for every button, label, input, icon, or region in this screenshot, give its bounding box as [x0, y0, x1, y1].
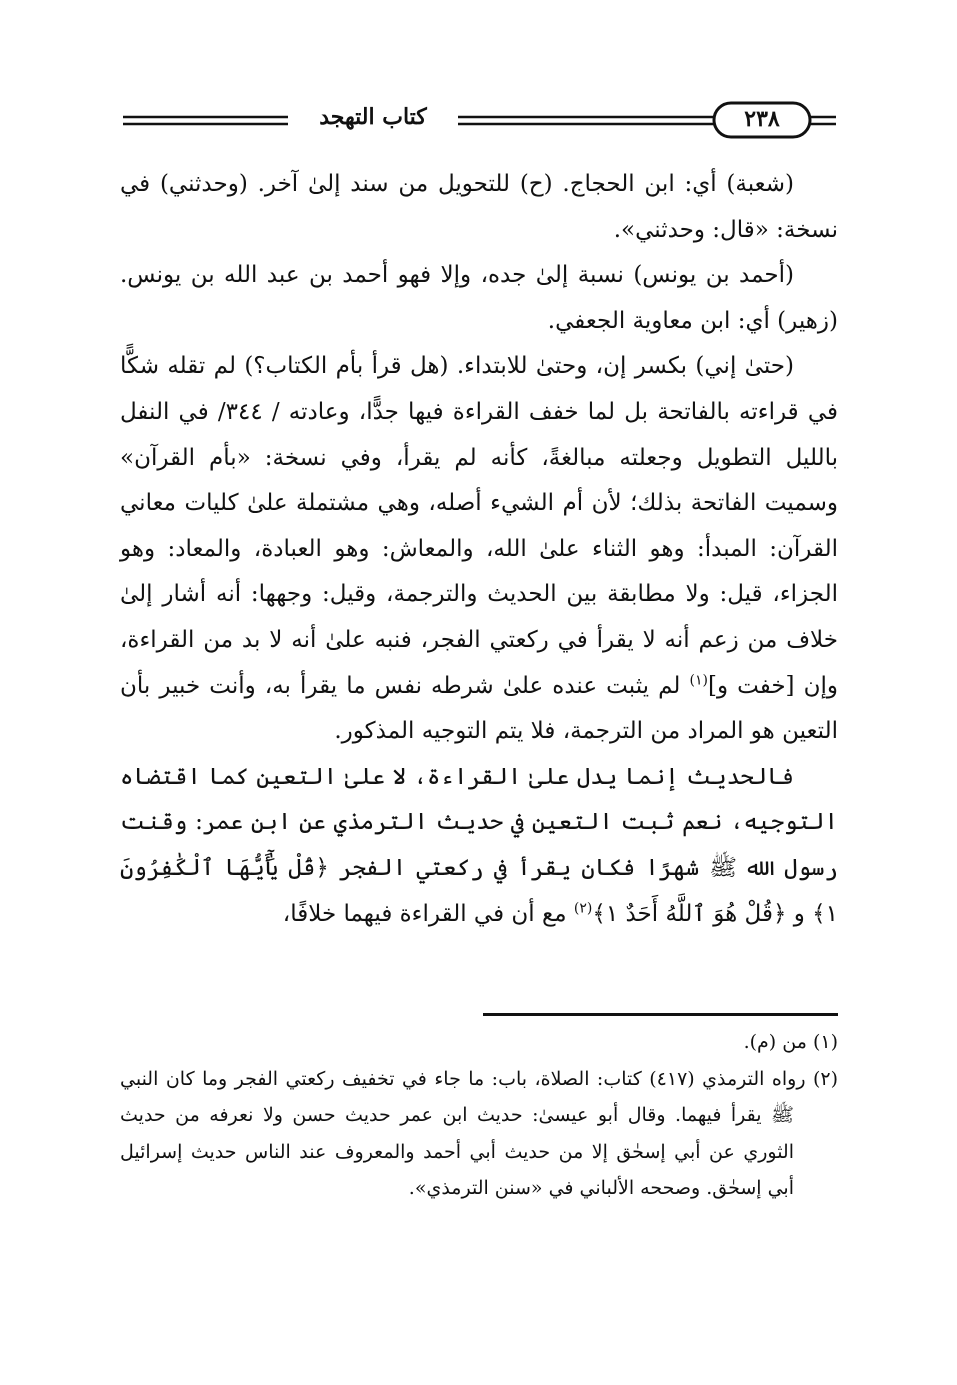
paragraph-2: (أحمد بن يونس) نسبة إلىٰ جده، وإلا فهو أحمد بن عبد الله بن يونس. (زهير) أي: ابن معاوية الجعفي. [120, 262, 838, 334]
footnote-separator [483, 1013, 838, 1016]
paragraph-4 [120, 755, 838, 937]
paragraph-1: (شعبة) أي: ابن الحجاج. (ح) للتحويل من سند إلىٰ آخر. (وحدثني) في نسخة: «قال: وحدثني». [120, 171, 838, 243]
page-header [118, 100, 838, 142]
book-title: كتاب التهجد [293, 104, 453, 130]
paragraph-4-text-a: فالحديث إنما يدل علىٰ القراءة، لا علىٰ التعين كما اقتضاه التوجيه، نعم ثبت التعين في حديث الترمذي عن ابن عمر: وقنت رسول الله ﷺ شهرًا فكان يقرأ في ركعتي الفجر ﴿قُلْ يَٰٓأَيُّهَا ٱلْكَٰفِرُونَ ١﴾ و ﴿قُلْ هُوَ ٱللَّهُ أَحَدٌ ١﴾ [120, 763, 838, 927]
footnote-1: (١) من (م). [743, 1031, 838, 1053]
main-text [120, 162, 838, 937]
paragraph-3-text-a: (حتىٰ إني) بكسر إن، وحتىٰ للابتداء. (هل قرأ بأم الكتاب؟) لم تقله شكًّا في قراءته بالفاتحة بل لما خفف القراءة فيها جدًّا، وعادته / ٣٤٤/ في النفل بالليل التطويل وجعلته مبالغةً، كأنه لم يقرأ، وفي نسخة: «بأم القرآن» وسميت الفاتحة بذلك؛ لأن أم الشيء أصله، وهي مشتملة علىٰ كليات معاني القرآن: المبدأ: وهو الثناء علىٰ الله، والمعاش: وهو العبادة، والمعاد: وهو الجزاء، قيل: ولا مطابقة بين الحديث والترجمة، وقيل: وجهها: أنه أشار إلىٰ خلاف من زعم أنه لا يقرأ في ركعتي الفجر، فنبه علىٰ أنه لا بد من القراءة، وإن [خفت و] [120, 353, 838, 699]
paragraph-4-text-b: مع أن في القراءة فيهما خلافًا، [282, 900, 574, 927]
footnote-ref-1: (١) [689, 671, 708, 688]
footnote-ref-2: (٢) [573, 899, 593, 916]
footnotes [120, 1024, 838, 1207]
page-number: ٢٣٨ [744, 106, 780, 132]
paragraph-3 [120, 344, 838, 754]
paragraph-3-text-b: لم يثبت عنده علىٰ شرطه نفس ما يقرأ به، وأنت خبير بأن التعين هو المراد من الترجمة، فلا يتم التوجيه المذكور. [120, 672, 838, 745]
footnote-2: (٢) رواه الترمذي (٤١٧) كتاب: الصلاة، باب: ما جاء في تخفيف ركعتي الفجر وما كان النبي ﷺ يقرأ فيهما. وقال أبو عيسىٰ: حديث ابن عمر حديث حسن ولا نعرفه من حديث الثوري عن أبي إسحٰق إلا من حديث أبي أحمد والمعروف عند الناس حديث إسرائيل أبي إسحٰق. وصححه الألباني في «سنن الترمذي». [120, 1067, 838, 1199]
